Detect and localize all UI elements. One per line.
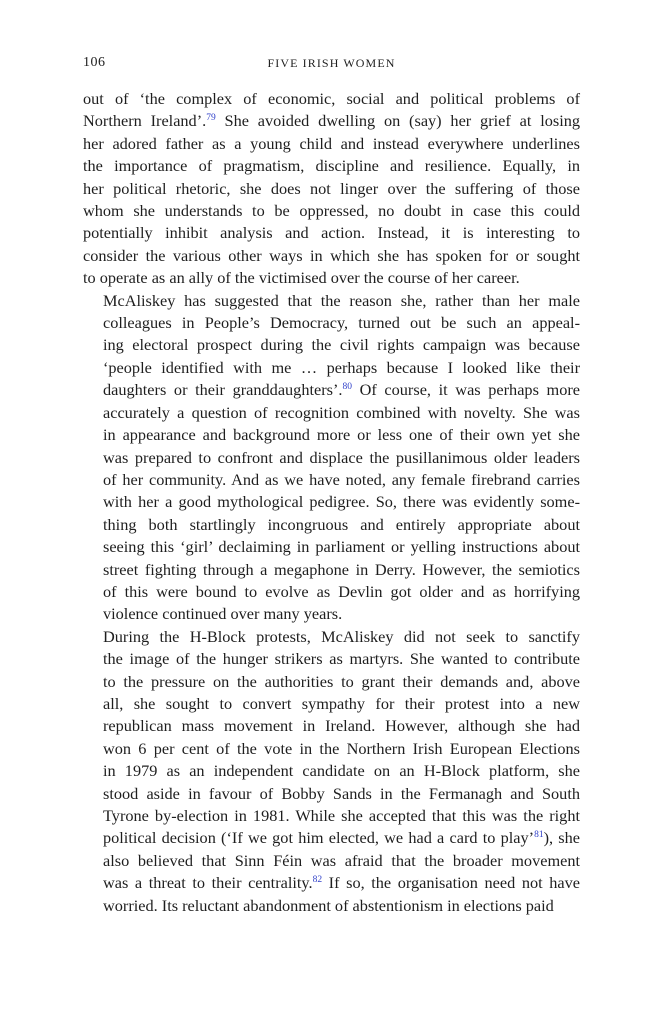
text-line <box>83 895 580 917</box>
book-title: FIVE IRISH WOMEN <box>267 56 396 70</box>
text-line <box>83 514 580 536</box>
line-text: accurately a question of recognition combined with novelty. She was <box>103 402 580 422</box>
line-text-continued: ), she <box>543 828 580 848</box>
line-text: with her a good mythological pedigree. So, there was evidently some- <box>103 492 580 512</box>
line-text: seeing this ‘girl’ declaiming in parliament or yelling instructions about <box>103 537 580 557</box>
text-line <box>83 133 580 155</box>
line-text: all, she sought to convert sympathy for their protest into a new <box>103 693 580 713</box>
text-line <box>83 88 580 110</box>
line-text: street fighting through a megaphone in Derry. However, the semiotics <box>103 559 580 579</box>
text-line <box>83 581 580 603</box>
text-line <box>83 626 580 648</box>
line-text: was a threat to their centrality. <box>103 873 313 893</box>
text-line <box>83 827 580 849</box>
text-line <box>83 671 580 693</box>
footnote-marker[interactable]: 80 <box>342 382 352 393</box>
line-text: was prepared to confront and displace the pusillanimous older leaders <box>103 447 580 467</box>
page-number: 106 <box>83 55 106 70</box>
text-line <box>83 469 580 491</box>
line-text: ‘people identified with me … perhaps because I looked like their <box>103 357 580 377</box>
paragraph <box>83 290 580 626</box>
text-line <box>83 200 580 222</box>
paragraph <box>83 626 580 917</box>
line-text: Northern Ireland’. <box>83 111 207 131</box>
line-text: republican mass movement in Ireland. However, although she had <box>103 716 580 736</box>
line-text: colleagues in People’s Democracy, turned out be such an appeal- <box>103 313 580 333</box>
text-line <box>83 648 580 670</box>
line-text: of this were bound to evolve as Devlin got older and as horrifying <box>103 581 580 601</box>
line-text: consider the various other ways in which she has spoken for or sought <box>83 245 580 265</box>
text-line <box>83 334 580 356</box>
line-text: the importance of pragmatism, discipline and resilience. Equally, in <box>83 156 580 176</box>
text-line <box>83 760 580 782</box>
line-text: in 1979 as an independent candidate on an H-Block platform, she <box>103 761 580 781</box>
text-line <box>83 491 580 513</box>
line-text: political decision (‘If we got him elected, we had a card to play’ <box>103 828 535 848</box>
text-line <box>83 603 580 625</box>
line-text: thing both startlingly incongruous and entirely appropriate about <box>103 514 580 534</box>
running-head <box>83 53 580 73</box>
line-text: her adored father as a young child and instead everywhere underlines <box>83 133 580 153</box>
text-line <box>83 110 580 132</box>
line-text: McAliskey has suggested that the reason she, rather than her male <box>103 290 580 310</box>
line-text: whom she understands to be oppressed, no doubt in case this could <box>83 201 580 221</box>
footnote-marker[interactable]: 81 <box>534 830 544 841</box>
line-text: to the pressure on the authorities to grant their demands and, above <box>103 671 580 691</box>
line-text: potentially inhibit analysis and action. Instead, it is interesting to <box>83 223 580 243</box>
paragraph <box>83 88 580 290</box>
text-line <box>83 805 580 827</box>
text-line <box>83 267 580 289</box>
text-line <box>83 738 580 760</box>
text-line <box>83 783 580 805</box>
line-text-continued: Of course, it was perhaps more <box>351 380 580 400</box>
line-text: of her community. And as we have noted, any female firebrand carries <box>103 469 580 489</box>
line-text: to operate as an ally of the victimised over the course of her career. <box>83 268 520 288</box>
line-text: worried. Its reluctant abandonment of abstentionism in elections paid <box>103 895 554 915</box>
line-text: During the H-Block protests, McAliskey did not seek to sanctify <box>103 626 580 646</box>
body-text <box>83 88 580 917</box>
text-line <box>83 402 580 424</box>
text-line <box>83 178 580 200</box>
line-text: out of ‘the complex of economic, social and political problems of <box>83 89 580 108</box>
text-line <box>83 245 580 267</box>
text-line <box>83 290 580 312</box>
text-line <box>83 536 580 558</box>
line-text: stood aside in favour of Bobby Sands in the Fermanagh and South <box>103 783 580 803</box>
text-line <box>83 379 580 401</box>
text-line <box>83 155 580 177</box>
line-text: violence continued over many years. <box>103 604 343 624</box>
line-text: Tyrone by-election in 1981. While she accepted that this was the right <box>103 806 580 825</box>
line-text: daughters or their granddaughters’. <box>103 380 343 400</box>
footnote-marker[interactable]: 79 <box>206 113 216 124</box>
text-line <box>83 312 580 334</box>
text-line <box>83 357 580 379</box>
text-line <box>83 447 580 469</box>
line-text: in appearance and background more or less one of their own yet she <box>103 425 580 445</box>
text-line <box>83 424 580 446</box>
text-line <box>83 222 580 244</box>
line-text: also believed that Sinn Féin was afraid that the broader movement <box>103 850 580 870</box>
text-line <box>83 872 580 894</box>
line-text-continued: She avoided dwelling on (say) her grief at losing <box>215 111 580 131</box>
line-text-continued: If so, the organisation need not have <box>322 873 580 893</box>
line-text: ing electoral prospect during the civil rights campaign was because <box>103 335 580 355</box>
text-line <box>83 693 580 715</box>
line-text: won 6 per cent of the vote in the Northern Irish European Elections <box>103 738 580 758</box>
text-line <box>83 715 580 737</box>
line-text: the image of the hunger strikers as martyrs. She wanted to contribute <box>103 649 580 669</box>
footnote-marker[interactable]: 82 <box>312 875 323 886</box>
line-text: her political rhetoric, she does not linger over the suffering of those <box>83 178 580 198</box>
text-line <box>83 850 580 872</box>
text-line <box>83 559 580 581</box>
